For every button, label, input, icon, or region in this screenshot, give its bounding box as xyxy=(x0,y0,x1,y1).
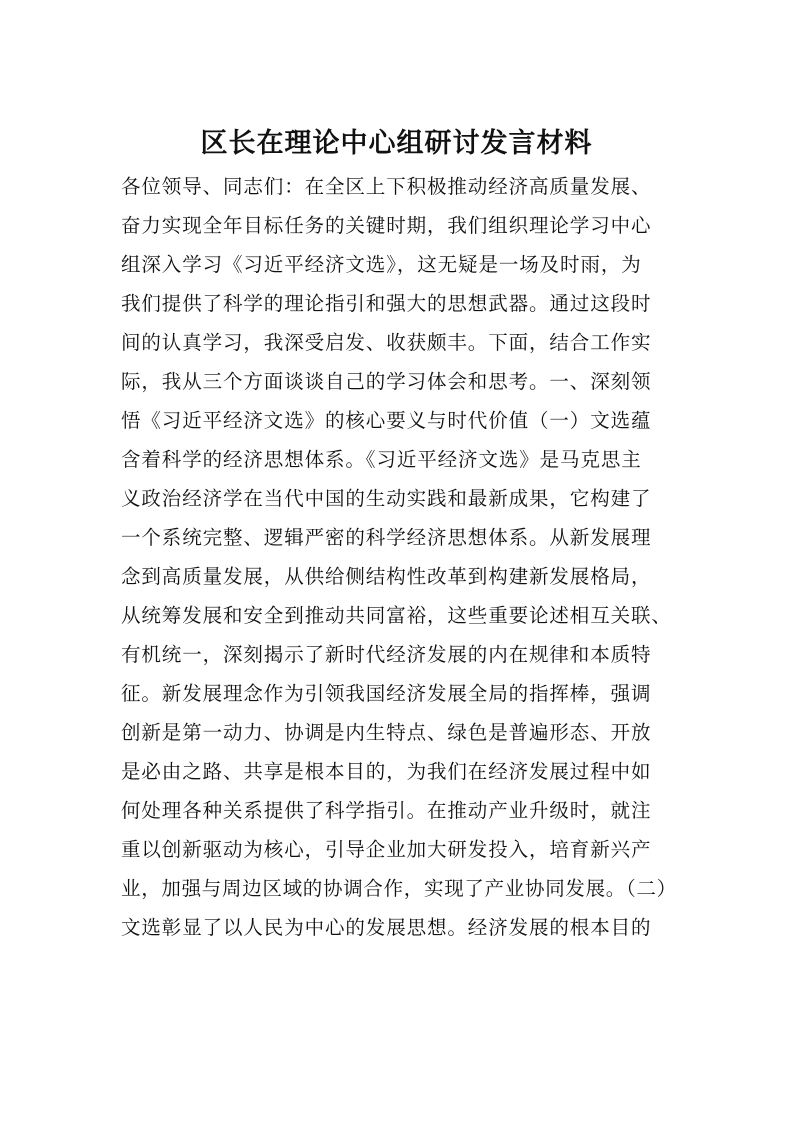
body-line: 是必由之路、共享是根本目的，为我们在经济发展过程中如 xyxy=(121,760,652,783)
body-line: 重以创新驱动为核心，引导企业加大研发投入，培育新兴产 xyxy=(121,838,652,861)
body-line: 文选彰显了以人民为中心的发展思想。经济发展的根本目的 xyxy=(121,916,652,939)
body-line: 有机统一，深刻揭示了新时代经济发展的内在规律和本质特 xyxy=(121,643,652,666)
body-line: 创新是第一动力、协调是内生特点、绿色是普遍形态、开放 xyxy=(121,721,652,744)
document-body xyxy=(121,167,681,947)
body-line: 奋力实现全年目标任务的关键时期，我们组织理论学习中心 xyxy=(121,214,652,237)
body-line: 义政治经济学在当代中国的生动实践和最新成果，它构建了 xyxy=(121,487,652,510)
body-line: 念到高质量发展，从供给侧结构性改革到构建新发展格局， xyxy=(121,565,652,588)
body-line: 我们提供了科学的理论指引和强大的思想武器。通过这段时 xyxy=(121,292,652,315)
body-line: 含着科学的经济思想体系。《习近平经济文选》是马克思主 xyxy=(121,448,642,471)
body-line: 际，我从三个方面谈谈自己的学习体会和思考。一、深刻领 xyxy=(121,370,652,393)
body-line: 组深入学习《习近平经济文选》，这无疑是一场及时雨，为 xyxy=(121,253,642,276)
body-line: 从统筹发展和安全到推动共同富裕，这些重要论述相互关联、 xyxy=(121,604,672,627)
body-line: 何处理各种关系提供了科学指引。在推动产业升级时，就注 xyxy=(121,799,652,822)
body-line: 各位领导、同志们：在全区上下积极推动经济高质量发展、 xyxy=(121,175,652,198)
body-line: 间的认真学习，我深受启发、收获颇丰。下面，结合工作实 xyxy=(121,331,652,354)
body-line: 一个系统完整、逻辑严密的科学经济思想体系。从新发展理 xyxy=(121,526,652,549)
body-line: 业，加强与周边区域的协调合作，实现了产业协同发展。（二） xyxy=(121,877,677,900)
body-line: 征。新发展理念作为引领我国经济发展全局的指挥棒，强调 xyxy=(121,682,652,705)
body-line: 悟《习近平经济文选》的核心要义与时代价值（一）文选蕴 xyxy=(121,409,652,432)
document-title: 区长在理论中心组研讨发言材料 xyxy=(200,128,593,159)
